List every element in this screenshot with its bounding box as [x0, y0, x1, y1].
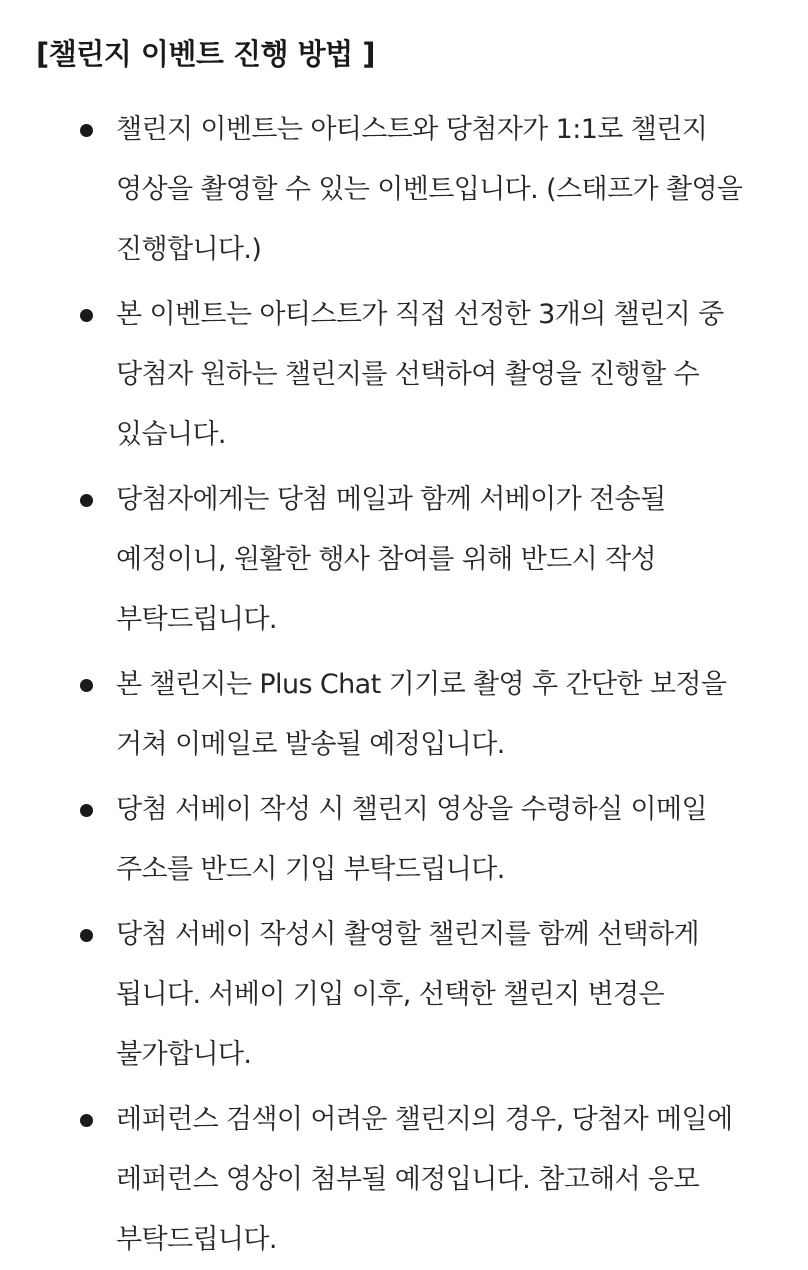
- bullet-list: [36, 100, 808, 1270]
- bullet-text: 챌린지 이벤트는 아티스트와 당첨자가 1:1로 챌린지 영상을 촬영할 수 있는 이벤트입니다. (스태프가 촬영을 진행합니다.): [116, 114, 743, 265]
- bullet-text: 본 챌린지는 Plus Chat 기기로 촬영 후 간단한 보정을 거쳐 이메일로 발송될 예정입니다.: [116, 669, 727, 760]
- bullet-item: [36, 285, 756, 465]
- bullet-item: [36, 100, 756, 280]
- bullet-dot-icon: [80, 679, 93, 692]
- bullet-item: [36, 780, 756, 900]
- bullet-dot-icon: [80, 494, 93, 507]
- bullet-item: [36, 1090, 756, 1270]
- bullet-item: [36, 655, 756, 775]
- bullet-text: 당첨자에게는 당첨 메일과 함께 서베이가 전송될 예정이니, 원활한 행사 참여를 위해 반드시 작성 부탁드립니다.: [116, 484, 666, 635]
- bullet-item: [36, 470, 756, 650]
- bullet-dot-icon: [80, 124, 93, 137]
- bullet-dot-icon: [80, 929, 93, 942]
- section-heading: [챌린지 이벤트 진행 방법 ]: [36, 37, 376, 71]
- bullet-text: 당첨 서베이 작성시 촬영할 챌린지를 함께 선택하게 됩니다. 서베이 기입 이후, 선택한 챌린지 변경은 불가합니다.: [116, 919, 700, 1070]
- bullet-text: 본 이벤트는 아티스트가 직접 선정한 3개의 챌린지 중 당첨자 원하는 챌린지를 선택하여 촬영을 진행할 수 있습니다.: [116, 299, 724, 450]
- bullet-dot-icon: [80, 804, 93, 817]
- bullet-dot-icon: [80, 309, 93, 322]
- bullet-item: [36, 905, 756, 1085]
- bullet-dot-icon: [80, 1114, 93, 1127]
- bullet-text: 당첨 서베이 작성 시 챌린지 영상을 수령하실 이메일 주소를 반드시 기입 부탁드립니다.: [116, 794, 707, 885]
- bullet-text: 레퍼런스 검색이 어려운 챌린지의 경우, 당첨자 메일에 레퍼런스 영상이 첨부될 예정입니다. 참고해서 응모 부탁드립니다.: [116, 1104, 733, 1255]
